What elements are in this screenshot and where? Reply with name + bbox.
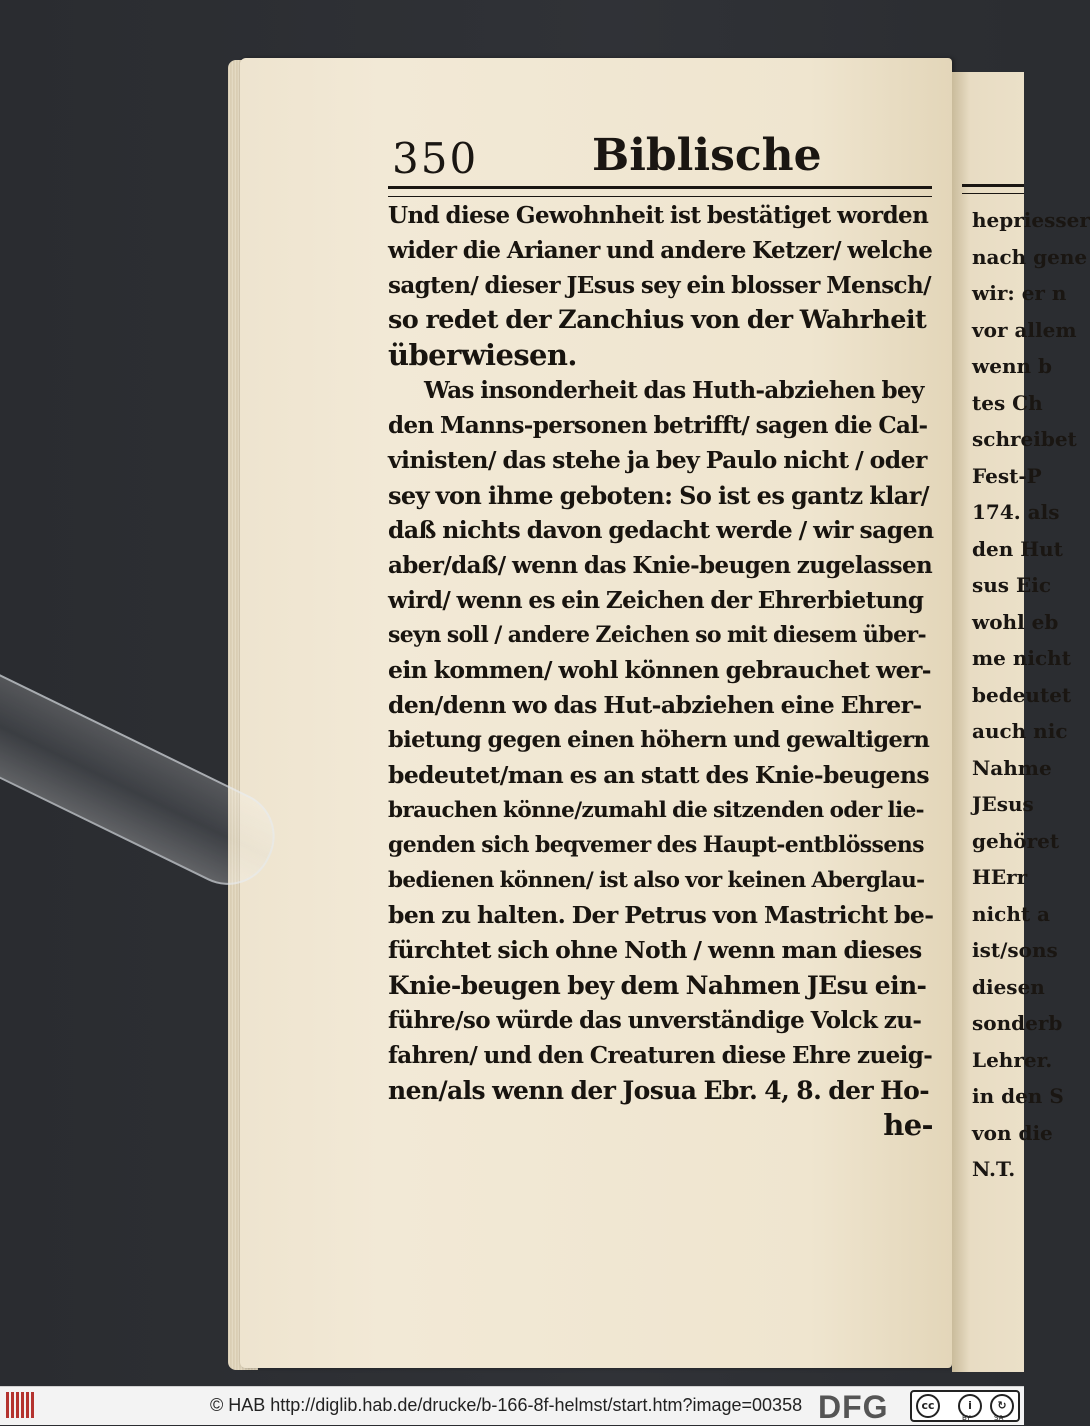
header-rule xyxy=(388,186,932,197)
facing-page-line: schreibet xyxy=(972,427,1077,451)
text-line: bietung gegen einen höhern und gewaltigern xyxy=(388,727,930,753)
text-line: den Manns-personen betrifft/ sagen die Cal- xyxy=(388,412,928,439)
facing-page-line: Fest-P xyxy=(972,463,1042,488)
facing-page-line: sus Eic xyxy=(972,573,1052,597)
cc-icon: cc xyxy=(916,1394,940,1418)
text-line: sey von ihme geboten: So ist es gantz klar/ xyxy=(388,481,929,510)
text-line: ein kommen/ wohl können gebrauchet wer- xyxy=(388,656,931,684)
text-line: ben zu halten. Der Petrus von Mastricht be- xyxy=(388,901,934,929)
facing-page-line: wenn b xyxy=(972,354,1052,378)
hab-logo-icon xyxy=(6,1392,42,1420)
facing-page-line: gehöret xyxy=(972,828,1060,853)
text-line: Was insonderheit das Huth-abziehen bey xyxy=(424,377,924,404)
text-line: den/denn wo das Hut-abziehen eine Ehrer- xyxy=(388,691,922,719)
text-line: brauchen könne/zumahl die sitzenden oder lie- xyxy=(388,798,924,823)
sa-icon: ↻ xyxy=(990,1394,1014,1418)
facing-page-line: nach gene xyxy=(972,244,1088,269)
facing-page-line: me nicht xyxy=(972,646,1071,670)
body-text xyxy=(388,198,933,1143)
text-line: bedeutet/man es an statt des Knie-beugens xyxy=(388,761,930,789)
by-icon: i xyxy=(958,1394,982,1418)
facing-page-fragment xyxy=(952,72,1090,1372)
text-line: Knie-beugen bey dem Nahmen JEsu ein- xyxy=(388,971,927,1000)
text-line: Und diese Gewohnheit ist bestätiget worden xyxy=(388,202,929,229)
text-line: wider die Arianer und andere Ketzer/ welche xyxy=(388,237,933,264)
text-line: wird/ wenn es ein Zeichen der Ehrerbietung xyxy=(388,587,924,614)
text-line: so redet der Zanchius von der Wahrheit xyxy=(388,305,927,335)
text-line: daß nichts davon gedacht werde / wir sagen xyxy=(388,516,934,544)
text-line: vinisten/ das stehe ja bey Paulo nicht / oder xyxy=(388,446,927,474)
page-number: 350 xyxy=(392,134,479,183)
text-line: nen/als wenn der Josua Ebr. 4, 8. der Ho- xyxy=(388,1076,930,1105)
cc-license-badge[interactable] xyxy=(910,1390,1020,1422)
facing-page-line: wir: er n xyxy=(972,281,1067,305)
license-sa-label: SA xyxy=(994,1414,1004,1422)
text-line: aber/daß/ wenn das Knie-beugen zugelassen xyxy=(388,552,933,579)
page-header xyxy=(392,120,932,183)
dfg-logo: DFG xyxy=(818,1389,889,1425)
text-line: seyn soll / andere Zeichen so mit diesem über- xyxy=(388,622,927,648)
facing-page-line: ist/sons xyxy=(972,938,1058,962)
text-line: genden sich beqvemer des Haupt-entblössens xyxy=(388,832,924,858)
facing-page-line: Nahme xyxy=(972,755,1052,780)
text-line: führe/so würde das unverständige Volck zu- xyxy=(388,1007,922,1034)
credit-bar xyxy=(0,1386,1024,1425)
text-line: fahren/ und den Creaturen diese Ehre zueig- xyxy=(388,1042,933,1069)
facing-page-rule xyxy=(962,184,1024,194)
facing-page-line: auch nic xyxy=(972,719,1068,743)
catchword: he- xyxy=(883,1108,933,1142)
facing-page-line: hepriesser xyxy=(972,208,1090,232)
facing-page-line: bedeutet xyxy=(972,682,1072,707)
license-by-label: BY xyxy=(962,1414,971,1422)
facing-page-line: N.T. xyxy=(972,1157,1016,1181)
text-line: sagten/ dieser JEsus sey ein blosser Mensch/ xyxy=(388,272,931,299)
facing-page-line: vor allem xyxy=(972,317,1077,342)
facing-page-line: diesen xyxy=(972,974,1045,999)
facing-page-line: JEsus xyxy=(972,792,1034,816)
facing-page-line: von die xyxy=(972,1120,1053,1145)
running-title: Biblische xyxy=(592,130,822,181)
facing-page-line: wohl eb xyxy=(972,609,1059,634)
facing-page-line: sonderb xyxy=(972,1011,1063,1035)
facing-page-line: Lehrer. xyxy=(972,1047,1053,1072)
facing-page-line: HErr xyxy=(972,865,1028,889)
facing-page-line: den Hut xyxy=(972,536,1063,561)
text-line: überwiesen. xyxy=(388,338,577,372)
text-line: fürchtet sich ohne Noth / wenn man dieses xyxy=(388,936,922,964)
facing-page-line: in den S xyxy=(972,1084,1064,1108)
facing-page-line: tes Ch xyxy=(972,390,1043,415)
facing-page-line: nicht a xyxy=(972,901,1051,926)
facing-page-line: 174. als xyxy=(972,500,1060,524)
credit-link[interactable]: © HAB http://diglib.hab.de/drucke/b-166-8f-helmst/start.htm?image=00358 xyxy=(210,1395,803,1415)
text-line: bedienen können/ ist also vor keinen Aberglau- xyxy=(388,868,925,893)
